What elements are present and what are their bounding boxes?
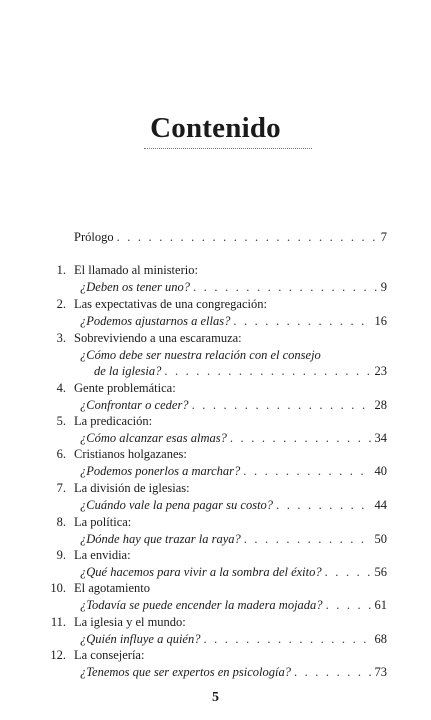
dot-leader: [203, 631, 371, 647]
chapter-subtitle-continued: de la iglesia?: [94, 364, 162, 378]
chapter-page: 23: [374, 364, 387, 378]
chapter-title: La predicación:: [74, 414, 153, 428]
chapter-subtitle: ¿Confrontar o ceder?: [80, 398, 189, 412]
chapter-subtitle-line: [94, 363, 387, 379]
chapter-subtitle-line: [80, 347, 387, 363]
chapter-subtitle: ¿Dónde hay que trazar la raya?: [80, 532, 241, 546]
chapter-subtitle-line: [80, 463, 387, 479]
chapter-page: 28: [374, 398, 387, 412]
dot-leader: [243, 463, 371, 479]
chapter-subtitle-line: [80, 279, 387, 295]
chapter-number: 6.: [56, 447, 66, 461]
chapter-subtitle: ¿Deben os tener uno?: [80, 280, 191, 294]
chapter-subtitle-line: [80, 430, 387, 446]
dot-leader: [294, 664, 372, 680]
dot-leader: [276, 497, 371, 513]
page-title: Contenido: [150, 112, 281, 144]
dot-leader: [193, 279, 378, 295]
chapter-subtitle: ¿Qué hacemos para vivir a la sombra del éxito?: [80, 565, 322, 579]
chapter-number: 11.: [50, 615, 66, 629]
chapter-subtitle-line: [80, 664, 387, 680]
chapter-page: 68: [374, 632, 387, 646]
chapter-number: 4.: [56, 381, 66, 395]
chapter-title: Gente problemática:: [74, 381, 176, 395]
toc-prologue: [74, 229, 387, 245]
chapter-number: 12.: [50, 648, 66, 662]
chapter-subtitle-line: [80, 631, 387, 647]
chapter-page: 50: [374, 532, 387, 546]
dot-leader: [117, 229, 378, 245]
dot-leader: [164, 363, 371, 379]
chapter-page: 56: [374, 565, 387, 579]
title-rule: [144, 148, 312, 149]
chapter-page: 61: [374, 598, 387, 612]
chapter-subtitle: ¿Podemos ajustarnos a ellas?: [80, 314, 231, 328]
chapter-subtitle: ¿Quién influye a quién?: [80, 632, 201, 646]
chapter-subtitle: ¿Cómo alcanzar esas almas?: [80, 431, 227, 445]
chapter-page: 9: [380, 280, 387, 294]
chapter-subtitle-line: [80, 564, 387, 580]
chapter-subtitle: ¿Tenemos que ser expertos en psicología?: [80, 665, 291, 679]
dot-leader: [325, 564, 372, 580]
chapter-title: Las expectativas de una congregación:: [74, 297, 267, 311]
chapter-subtitle-line: [80, 597, 387, 613]
chapter-title: La consejería:: [74, 648, 145, 662]
chapter-number: 10.: [50, 581, 66, 595]
chapter-title: La política:: [74, 515, 132, 529]
chapter-subtitle-line: [80, 397, 387, 413]
chapter-page: 73: [374, 665, 387, 679]
chapter-number: 1.: [56, 263, 66, 277]
chapter-page: 40: [374, 464, 387, 478]
prologue-label: Prólogo: [74, 230, 114, 244]
chapter-subtitle: ¿Cómo debe ser nuestra relación con el consejo: [80, 348, 321, 362]
chapter-title: El agotamiento: [74, 581, 151, 595]
chapter-title: Sobreviviendo a una escaramuza:: [74, 331, 242, 345]
chapter-title: La envidia:: [74, 548, 131, 562]
page-number: 5: [212, 690, 219, 705]
chapter-number: 5.: [56, 414, 66, 428]
dot-leader: [233, 313, 371, 329]
chapter-subtitle-line: [80, 531, 387, 547]
chapter-page: 16: [374, 314, 387, 328]
chapter-number: 2.: [56, 297, 66, 311]
chapter-subtitle-line: [80, 313, 387, 329]
dot-leader: [326, 597, 372, 613]
chapter-subtitle: ¿Cuándo vale la pena pagar su costo?: [80, 498, 274, 512]
chapter-number: 7.: [56, 481, 66, 495]
prologue-page: 7: [380, 230, 387, 244]
chapter-number: 8.: [56, 515, 66, 529]
dot-leader: [244, 531, 372, 547]
chapter-subtitle: ¿Todavía se puede encender la madera mojada?: [80, 598, 323, 612]
chapter-subtitle: ¿Podemos ponerlos a marchar?: [80, 464, 241, 478]
chapter-title: La iglesia y el mundo:: [74, 615, 186, 629]
chapter-title: El llamado al ministerio:: [74, 263, 198, 277]
dot-leader: [192, 397, 372, 413]
dot-leader: [230, 430, 372, 446]
chapter-subtitle-line: [80, 497, 387, 513]
chapter-title: Cristianos holgazanes:: [74, 447, 187, 461]
chapter-page: 44: [374, 498, 387, 512]
chapter-number: 9.: [56, 548, 66, 562]
chapter-page: 34: [374, 431, 387, 445]
chapter-title: La división de iglesias:: [74, 481, 190, 495]
chapter-number: 3.: [56, 331, 66, 345]
